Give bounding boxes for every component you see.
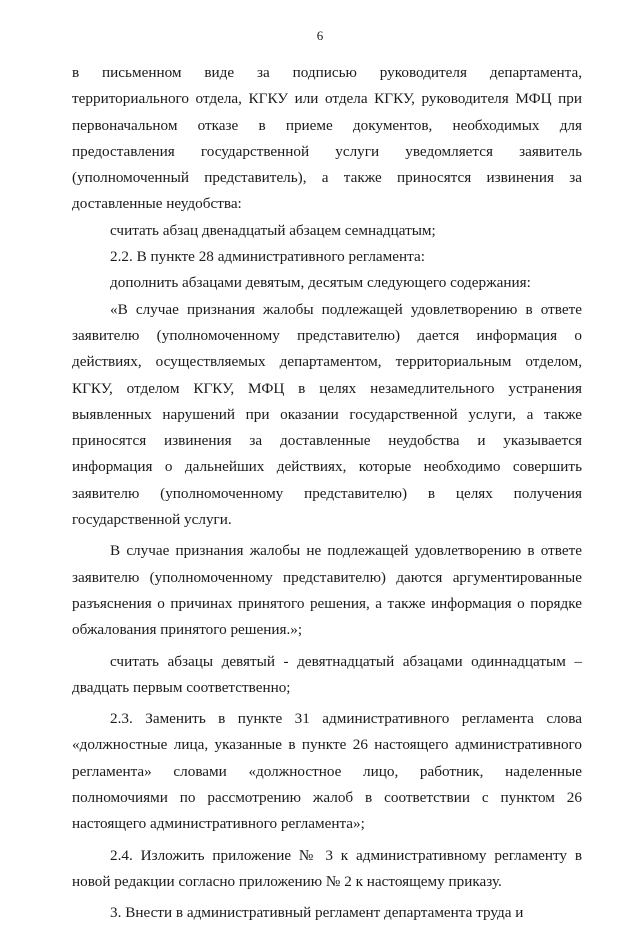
paragraph: 2.4. Изложить приложение № 3 к административному регламенту в новой редакции согласно приложению № 2 к настоящему приказу. — [72, 846, 582, 890]
paragraph: 3. Внести в административный регламент департамента труда и — [110, 904, 524, 922]
document-body — [72, 60, 582, 927]
paragraph: дополнить абзацами девятым, десятым следующего содержания: — [110, 274, 531, 292]
paragraph-quote: В случае признания жалобы не подлежащей удовлетворению в ответе заявителю (уполномоченному представителю) даются аргументированные разъяснения о причинах принятого решения, а также информация о порядке обжалования принятого решения.»; — [72, 542, 582, 639]
paragraph: 2.2. В пункте 28 административного регламента: — [110, 248, 425, 266]
paragraph: считать абзацы девятый - девятнадцатый абзацами одиннадцатым – двадцать первым соответственно; — [72, 652, 582, 696]
paragraph-quote: «В случае признания жалобы подлежащей удовлетворению в ответе заявителю (уполномоченному представителю) дается информация о действиях, осуществляемых департаментом, территориальным отделом, КГКУ, отделом КГКУ, МФЦ в целях незамедлительного устранения выявленных нарушений при оказании государственной услуги, а также приносятся извинения за доставленные неудобства и указывается информация о дальнейших действиях, которые необходимо совершить заявителю (уполномоченному представителю) в целях получения государственной услуги. — [72, 300, 582, 529]
paragraph-continuation: в письменном виде за подписью руководителя департамента, территориального отдела, КГКУ или отдела КГКУ, руководителя МФЦ при первоначальном отказе в приеме документов, необходимых для предоставления государственной услуги уведомляется заявитель (уполномоченный представитель), а также приносятся извинения за доставленные неудобства: — [72, 64, 582, 213]
paragraph: 2.3. Заменить в пункте 31 административного регламента слова «должностные лица, указанные в пункте 26 настоящего административного регламента» словами «должностное лицо, работник, наделенные полномочиями по рассмотрению жалоб в соответствии с пунктом 26 настоящего административного регламента»; — [72, 710, 582, 833]
paragraph: считать абзац двенадцатый абзацем семнадцатым; — [110, 221, 436, 239]
page-number: 6 — [316, 28, 324, 43]
